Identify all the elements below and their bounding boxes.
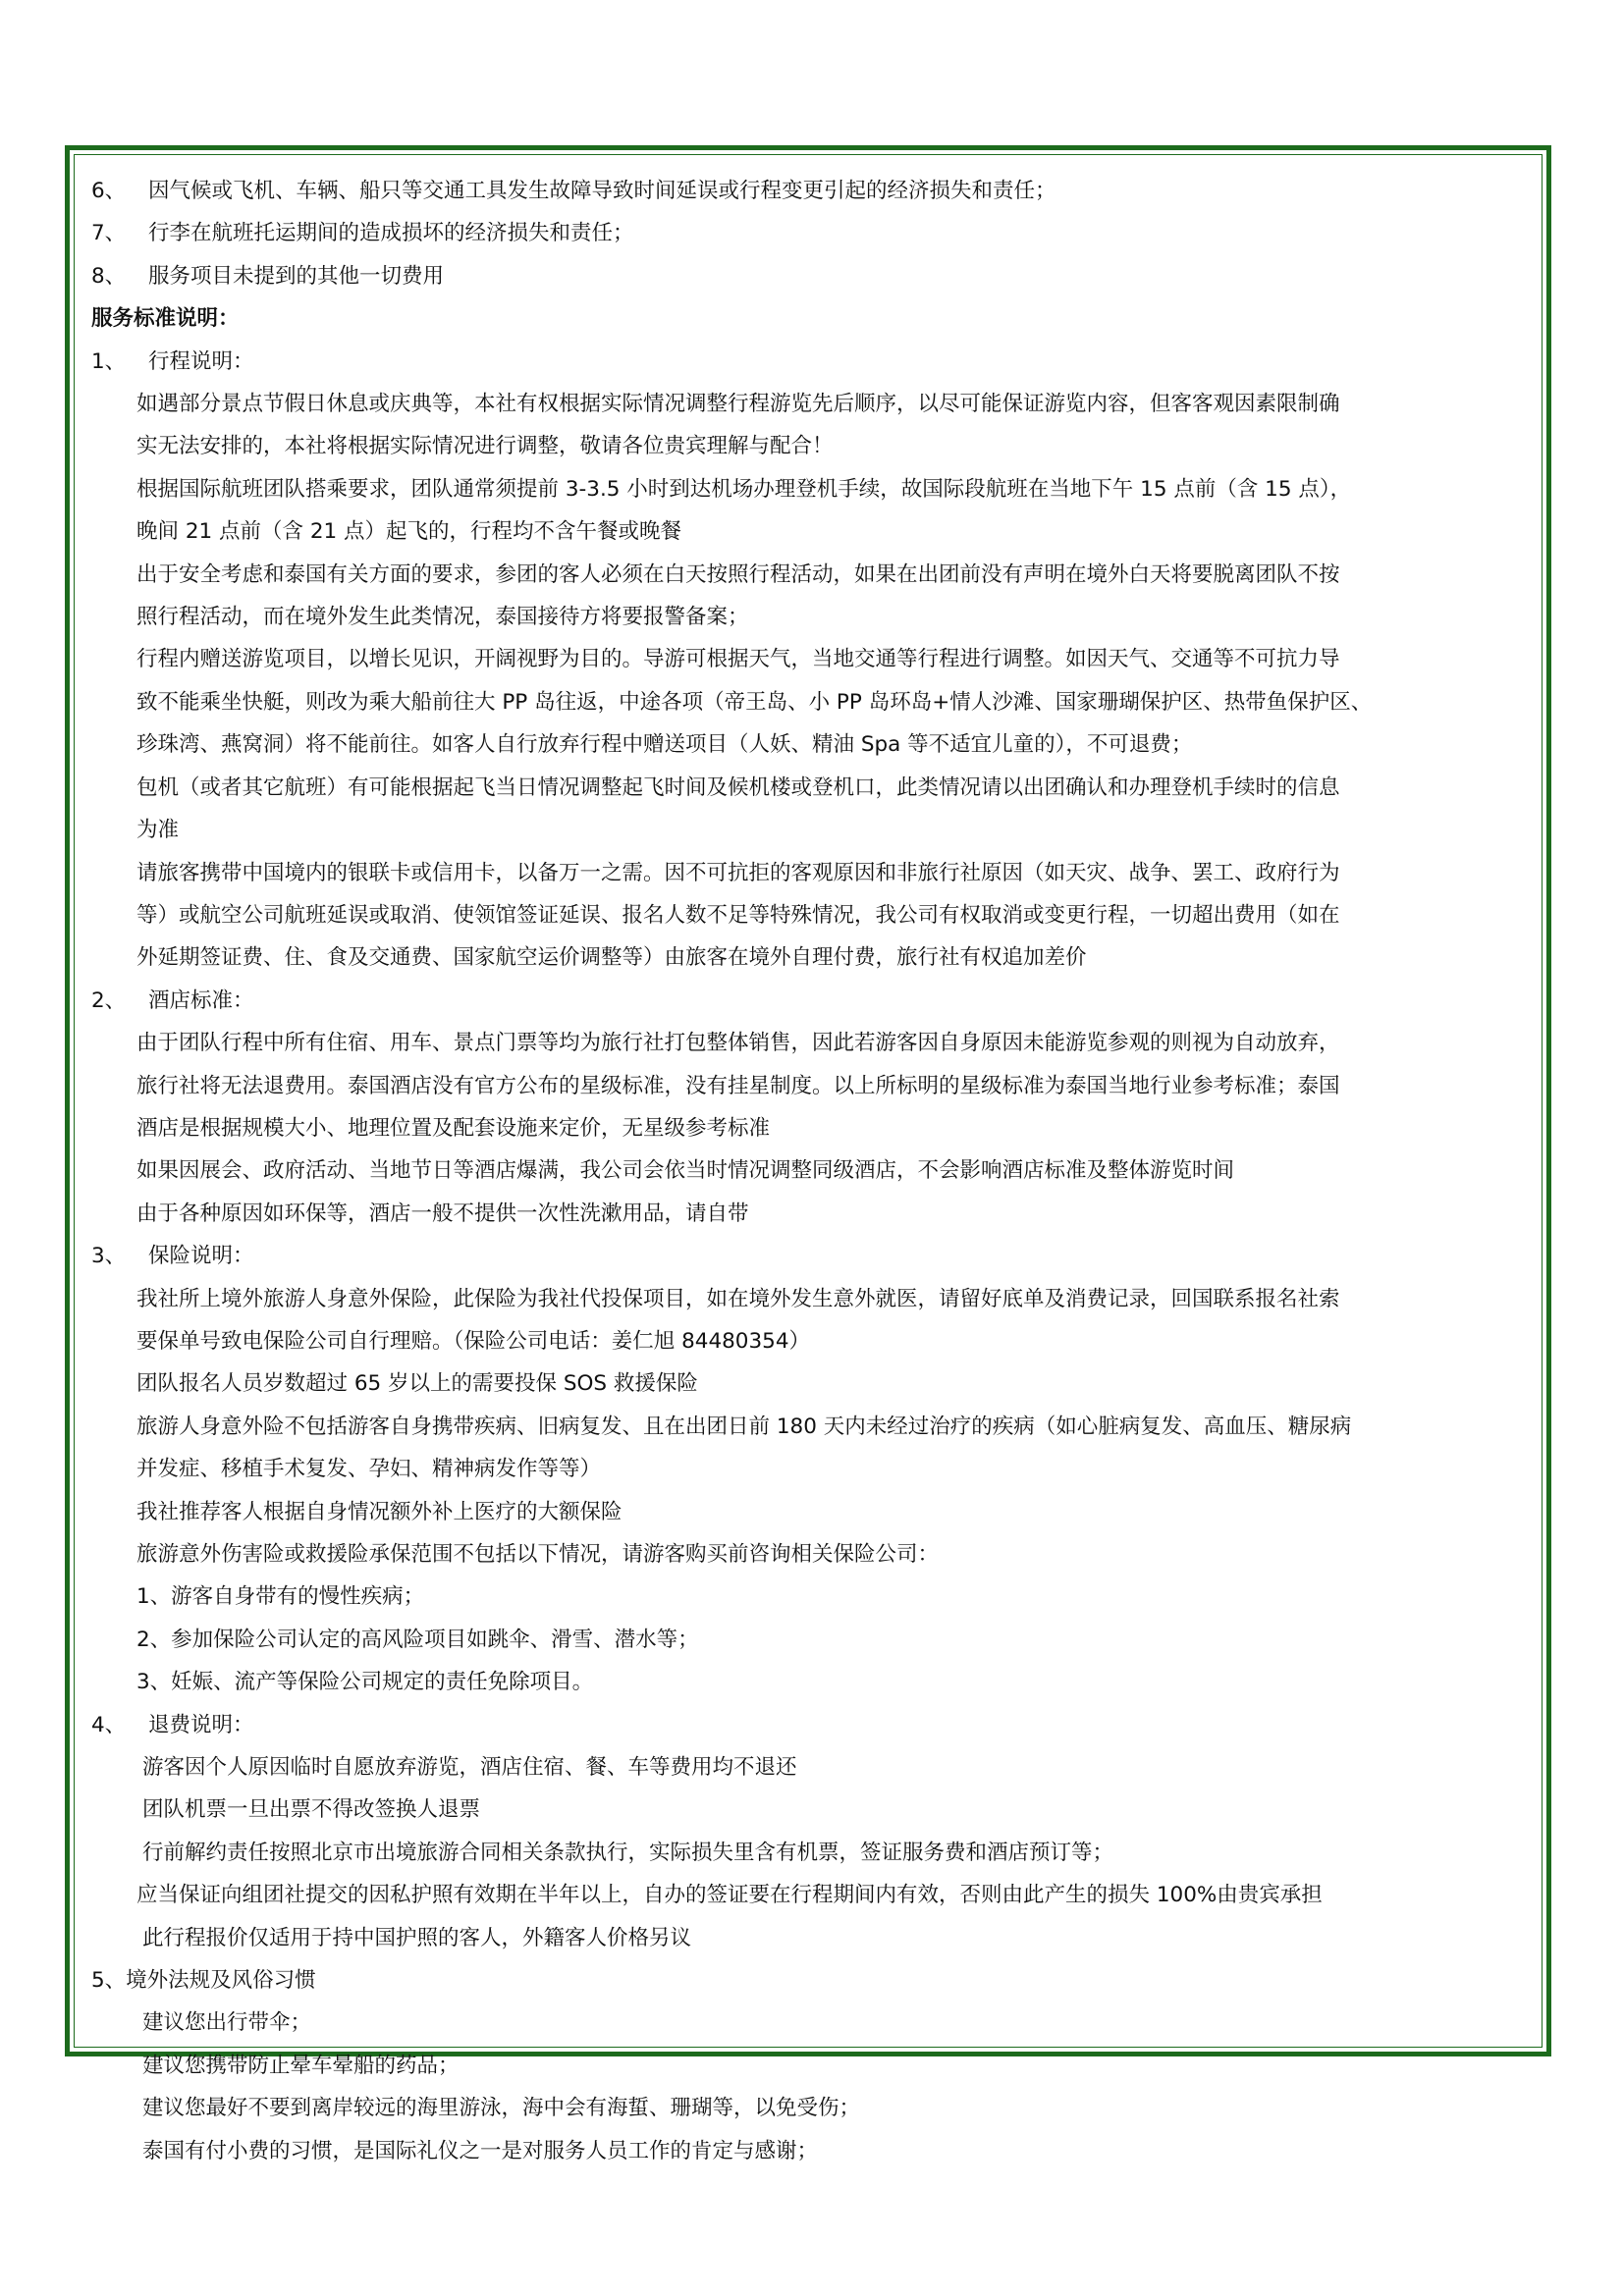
- document-content: [91, 170, 1533, 2172]
- paragraph-line: 旅游意外伤害险或救援险承保范围不包括以下情况，请游客购买前咨询相关保险公司：: [136, 1542, 940, 1567]
- paragraph-line: 并发症、移植手术复发、孕妇、精神病发作等等）: [136, 1457, 602, 1482]
- paragraph-line: 晚间 21 点前（含 21 点）起飞的，行程均不含午餐或晚餐: [136, 519, 682, 545]
- item-number: 7、: [91, 221, 127, 246]
- list-item-6: [91, 170, 1533, 212]
- paragraph-line: 团队机票一旦出票不得改签换人退票: [142, 1797, 481, 1823]
- page-border: [65, 145, 1551, 2163]
- paragraph-line: 珍珠湾、燕窝洞）将不能前往。如客人自行放弃行程中赠送项目（人妖、精油 Spa 等不适宜儿童的），不可退费；: [136, 732, 1193, 758]
- paragraph-line: 我社推荐客人根据自身情况额外补上医疗的大额保险: [136, 1499, 623, 1524]
- section-title: 退费说明：: [148, 1712, 254, 1737]
- paragraph-line: 旅游人身意外险不包括游客自身携带疾病、旧病复发、且在出团日前 180 天内未经过治疗的疾病（如心脏病复发、高血压、糖尿病: [136, 1414, 1352, 1439]
- section-number: 4、: [91, 1712, 127, 1737]
- section-5-heading: 5、境外法规及风俗习惯: [91, 1968, 316, 1994]
- paragraph-line: 由于各种原因如环保等，酒店一般不提供一次性洗漱用品，请自带: [136, 1201, 749, 1226]
- paragraph-line: 照行程活动，而在境外发生此类情况，泰国接待方将要报警备案；: [136, 605, 749, 630]
- paragraph-line: 3、妊娠、流产等保险公司规定的责任免除项目。: [136, 1670, 594, 1695]
- section-number: 1、: [91, 348, 127, 374]
- item-text: 服务项目未提到的其他一切费用: [148, 263, 445, 289]
- item-number: 6、: [91, 179, 127, 203]
- section-1-heading: [91, 341, 1533, 383]
- paragraph-line: 此行程报价仅适用于持中国护照的客人，外籍客人价格另议: [142, 1925, 692, 1950]
- section-number: 2、: [91, 988, 127, 1013]
- section-3-heading: [91, 1235, 1533, 1277]
- paragraph-line: 根据国际航班团队搭乘要求，团队通常须提前 3-3.5 小时到达机场办理登机手续，故国际段航班在当地下午 15 点前（含 15 点），: [136, 476, 1352, 502]
- paragraph-line: 游客因个人原因临时自愿放弃游览，酒店住宿、餐、车等费用均不退还: [142, 1755, 797, 1781]
- section-title: 保险说明：: [148, 1244, 254, 1269]
- paragraph-line: 外延期签证费、住、食及交通费、国家航空运价调整等）由旅客在境外自理付费，旅行社有权追加差价: [136, 945, 1087, 971]
- paragraph-line: 1、游客自身带有的慢性疾病；: [136, 1584, 425, 1610]
- service-standard-title: 服务标准说明：: [91, 306, 240, 332]
- paragraph-line: 建议您携带防止晕车晕船的药品；: [142, 2053, 460, 2078]
- paragraph-line: 泰国有付小费的习惯，是国际礼仪之一是对服务人员工作的肯定与感谢；: [142, 2138, 819, 2163]
- list-item-8: [91, 255, 1533, 297]
- paragraph-line: 行前解约责任按照北京市出境旅游合同相关条款执行，实际损失里含有机票，签证服务费和酒店预订等；: [142, 1840, 1114, 1865]
- item-number: 8、: [91, 263, 127, 289]
- list-item-7: [91, 212, 1533, 254]
- paragraph-line: 旅行社将无法退费用。泰国酒店没有官方公布的星级标准，没有挂星制度。以上所标明的星级标准为泰国当地行业参考标准；泰国: [136, 1073, 1340, 1098]
- paragraph-line: 如果因展会、政府活动、当地节日等酒店爆满，我公司会依当时情况调整同级酒店，不会影响酒店标准及整体游览时间: [136, 1158, 1235, 1184]
- section-number: 3、: [91, 1244, 127, 1269]
- paragraph-line: 团队报名人员岁数超过 65 岁以上的需要投保 SOS 救援保险: [136, 1371, 698, 1397]
- paragraph-line: 如遇部分景点节假日休息或庆典等，本社有权根据实际情况调整行程游览先后顺序，以尽可能保证游览内容，但客客观因素限制确: [136, 392, 1340, 417]
- section-4-heading: [91, 1704, 1533, 1746]
- paragraph-line: 实无法安排的，本社将根据实际情况进行调整，敬请各位贵宾理解与配合！: [136, 434, 834, 459]
- paragraph-line: 行程内赠送游览项目，以增长见识，开阔视野为目的。导游可根据天气，当地交通等行程进行调整。如因天气、交通等不可抗力导: [136, 647, 1340, 672]
- paragraph-line: 酒店是根据规模大小、地理位置及配套设施来定价，无星级参考标准: [136, 1115, 771, 1141]
- paragraph-line: 由于团队行程中所有住宿、用车、景点门票等均为旅行社打包整体销售，因此若游客因自身原因未能游览参观的则视为自动放弃，: [136, 1031, 1340, 1056]
- paragraph-line: 要保单号致电保险公司自行理赔。（保险公司电话：姜仁旭 84480354）: [136, 1328, 811, 1354]
- paragraph-line: 2、参加保险公司认定的高风险项目如跳伞、滑雪、潜水等；: [136, 1627, 699, 1652]
- paragraph-line: 建议您出行带伞；: [142, 2010, 312, 2036]
- item-text: 因气候或飞机、车辆、船只等交通工具发生故障导致时间延误或行程变更引起的经济损失和责任；: [148, 179, 1056, 203]
- paragraph-line: 应当保证向组团社提交的因私护照有效期在半年以上，自办的签证要在行程期间内有效，否则由此产生的损失 100%由贵宾承担: [136, 1883, 1323, 1908]
- item-text: 行李在航班托运期间的造成损坏的经济损失和责任；: [148, 221, 634, 246]
- paragraph-line: 等）或航空公司航班延误或取消、使领馆签证延误、报名人数不足等特殊情况，我公司有权取消或变更行程，一切超出费用（如在: [136, 902, 1340, 928]
- paragraph-line: 出于安全考虑和泰国有关方面的要求，参团的客人必须在白天按照行程活动，如果在出团前没有声明在境外白天将要脱离团队不按: [136, 561, 1340, 587]
- section-title: 酒店标准：: [148, 988, 254, 1013]
- paragraph-line: 建议您最好不要到离岸较远的海里游泳，海中会有海蜇、珊瑚等，以免受伤；: [142, 2096, 861, 2121]
- section-2-heading: [91, 980, 1533, 1022]
- section-title: 行程说明：: [148, 348, 254, 374]
- paragraph-line: 请旅客携带中国境内的银联卡或信用卡，以备万一之需。因不可抗拒的客观原因和非旅行社原因（如天灾、战争、罢工、政府行为: [136, 860, 1340, 885]
- paragraph-line: 为准: [136, 818, 180, 843]
- paragraph-line: 包机（或者其它航班）有可能根据起飞当日情况调整起飞时间及候机楼或登机口，此类情况请以出团确认和办理登机手续时的信息: [136, 774, 1340, 800]
- paragraph-line: 致不能乘坐快艇，则改为乘大船前往大 PP 岛往返，中途各项（帝王岛、小 PP 岛环岛+情人沙滩、国家珊瑚保护区、热带鱼保护区、: [136, 689, 1373, 715]
- paragraph-line: 我社所上境外旅游人身意外保险，此保险为我社代投保项目，如在境外发生意外就医，请留好底单及消费记录，回国联系报名社索: [136, 1286, 1340, 1311]
